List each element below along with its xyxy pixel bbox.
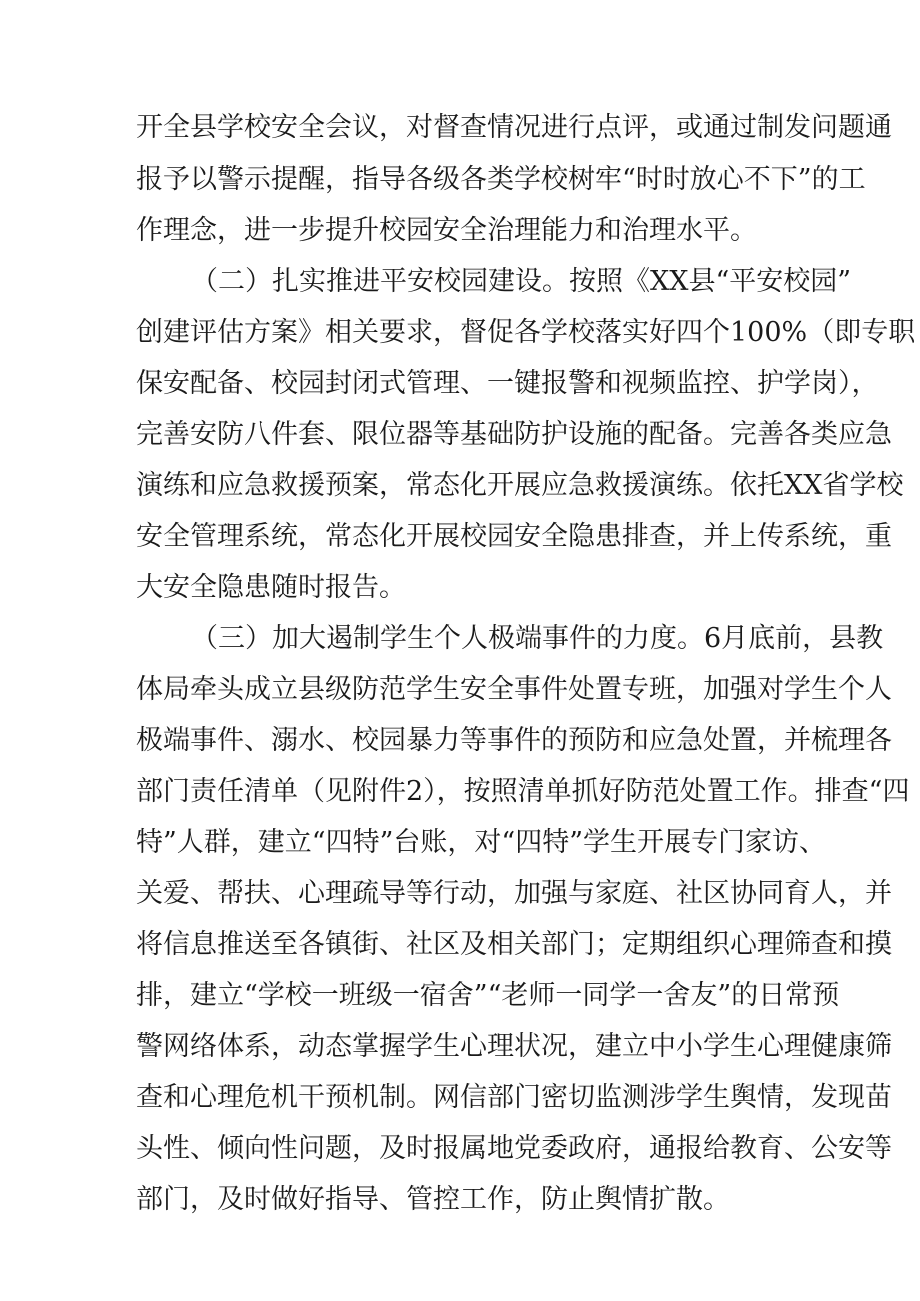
paragraph-line: 查和心理危机干预机制。网信部门密切监测涉学生舆情，发现苗 [136, 1082, 892, 1113]
paragraph-line: 头性、倾向性问题，及时报属地党委政府，通报给教育、公安等 [136, 1133, 892, 1164]
paragraph-line: 开全县学校安全会议，对督查情况进行点评，或通过制发问题通 [136, 112, 892, 143]
paragraph-line: 保安配备、校园封闭式管理、一键报警和视频监控、护学岗）， [136, 368, 879, 399]
paragraph-line: 特”人群，建立“四特”台账，对“四特”学生开展专门家访、 [136, 827, 827, 858]
paragraph-line: 部门，及时做好指导、管控工作，防止舆情扩散。 [136, 1184, 730, 1215]
paragraph-line: 关爱、帮扶、心理疏导等行动，加强与家庭、社区协同育人，并 [136, 878, 892, 909]
paragraph-line: （二）扎实推进平安校园建设。按照《XX县“平安校园” [191, 266, 852, 297]
paragraph-line: 作理念，进一步提升校园安全治理能力和治理水平。 [136, 215, 757, 246]
paragraph-line: 体局牵头成立县级防范学生安全事件处置专班，加强对学生个人 [136, 674, 892, 705]
paragraph-line: 排，建立“学校一班级一宿舍”“老师一同学一舍友”的日常预 [136, 980, 840, 1011]
paragraph-line: 演练和应急救援预案，常态化开展应急救援演练。依托XX省学校 [136, 470, 904, 501]
paragraph-line: 极端事件、溺水、校园暴力等事件的预防和应急处置，并梳理各 [136, 725, 892, 756]
paragraph-line: 完善安防八件套、限位器等基础防护设施的配备。完善各类应急 [136, 419, 892, 450]
paragraph-line: 将信息推送至各镇街、社区及相关部门；定期组织心理筛查和摸 [136, 929, 892, 960]
paragraph-line: 报予以警示提醒，指导各级各类学校树牢“时时放心不下”的工 [136, 164, 866, 195]
paragraph-line: 部门责任清单（见附件2），按照清单抓好防范处置工作。排查“四 [136, 776, 910, 807]
paragraph-line: （三）加大遏制学生个人极端事件的力度。6月底前，县教 [191, 623, 884, 654]
paragraph-line: 创建评估方案》相关要求，督促各学校落实好四个100%（即专职 [136, 317, 916, 348]
paragraph-line: 安全管理系统，常态化开展校园安全隐患排查，并上传系统，重 [136, 521, 892, 552]
paragraph-line: 大安全隐患随时报告。 [136, 572, 406, 603]
paragraph-line: 警网络体系，动态掌握学生心理状况，建立中小学生心理健康筛 [136, 1031, 892, 1062]
